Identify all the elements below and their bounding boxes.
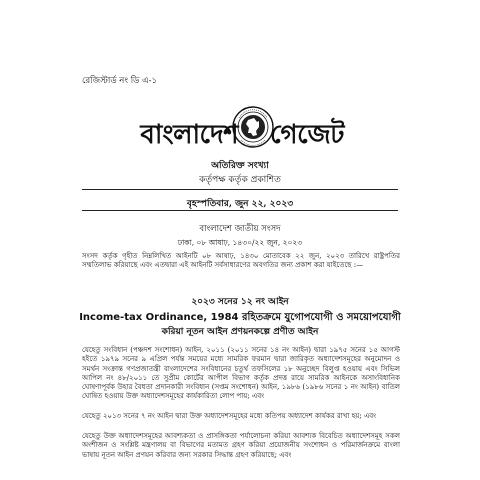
divider-top (82, 189, 398, 190)
registered-number-label: রেজিস্টার্ড নং ডি এ-১ (82, 76, 157, 86)
dateline: ঢাকা, ০৮ আষাঢ়, ১৪৩০/২২ জুন, ২০২৩ (177, 238, 303, 247)
intro-paragraph: সংসদ কর্তৃক গৃহীত নিম্নলিখিত আইনটি ০৮ আষাঢ়, ১৪৩০ মোতাবেক ২২ জুন, ২০২৩ তারিখে রাষ্ট্রপতির সম্মতিলাভ করিয়াছে এবং এতদ্বারা এই আইনটি সর্বসাধারণের অবগতির জন্য প্রকাশ করা যাইতেছে :— (82, 252, 400, 270)
masthead-gazette: গেজেট (270, 120, 344, 150)
parliament-heading: বাংলাদেশ জাতীয় সংসদ (199, 224, 281, 234)
issue-date: বৃহস্পতিবার, জুন ২২, ২০২৩ (186, 199, 294, 209)
act-title-line-1: Income-tax Ordinance, 1984 রহিতক্রমে যুগোপযোগী ও সময়োপযোগী (79, 312, 401, 323)
published-by-label: কর্তৃপক্ষ কর্তৃক প্রকাশিত (199, 175, 281, 185)
preamble-paragraph-2: যেহেতু ২০১৩ সনের ৭ নং আইন দ্বারা উক্ত অধ্যাদেশসমূহের মধ্যে কতিপয় অধ্যাদেশ কার্যকর রাখা হয়; এবং (82, 412, 377, 420)
government-seal-icon (232, 106, 274, 148)
act-title-line-2: করিয়া নূতন আইন প্রণয়নকল্পে প্রণীত আইন (161, 327, 319, 337)
gazette-masthead (0, 104, 480, 158)
masthead-bangladesh: বাংলাদেশ (140, 120, 238, 150)
preamble-paragraph-3: যেহেতু উক্ত অধ্যাদেশসমূহের আবশ্যকতা ও প্রাসঙ্গিকতা পর্যালোচনা করিয়া আবশ্যক বিবেচিত অধ্যাদেশসমূহ সকল অংশীজন ও সংশ্লিষ্ট মন্ত্রণালয় বা বিভাগের মতামত গ্রহণ করিয়া প্রয়োজনীয় সংশোধন ও পরিমার্জনক্রমে বাংলা ভাষায় নূতন আইন প্রণয়ন করিবার জন্য সরকার সিদ্ধান্ত গ্রহণ করিয়াছে; এবং (82, 432, 400, 459)
preamble-paragraph-1: যেহেতু সংবিধান (পঞ্চদশ সংশোধন) আইন, ২০১১ (২০১১ সনের ১৪ নং আইন) দ্বারা ১৯৭৫ সনের ১৫ আগস্ট হইতে ১৯৭৯ সনের ৯ এপ্রিল পর্যন্ত সময়ের মধ্যে সামরিক ফরমান দ্বারা জারিকৃত অধ্যাদেশসমূহের অনুমোদন ও সমর্থন সংক্রান্ত গণপ্রজাতন্ত্রী বাংলাদেশের সংবিধানের চতুর্থ তফসিলের ১৮ অনুচ্ছেদ বিলুপ্ত হওয়ায় এবং সিভিল আপিল নং ৪৮/২০১১ তে সুপ্রীম কোর্টের আপীল বিভাগ কর্তৃক প্রদত্ত রায়ে সামরিক আইনকে অসাংবিধানিক ঘোষণাপূর্বক উহার বৈধতা প্রদানকারী সংবিধান (সপ্তম সংশোধন) আইন, ১৯৮৬ (১৯৮৬ সনের ১ নং আইন) বাতিল ঘোষিত হওয়ায় উক্ত অধ্যাদেশসমূহের কার্যকারিতা লোপ পায়; এবং (82, 346, 400, 401)
extraordinary-issue-label: অতিরিক্ত সংখ্যা (211, 161, 269, 171)
divider-bottom (82, 210, 398, 211)
act-number: ২০২৩ সনের ১২ নং আইন (191, 297, 289, 307)
